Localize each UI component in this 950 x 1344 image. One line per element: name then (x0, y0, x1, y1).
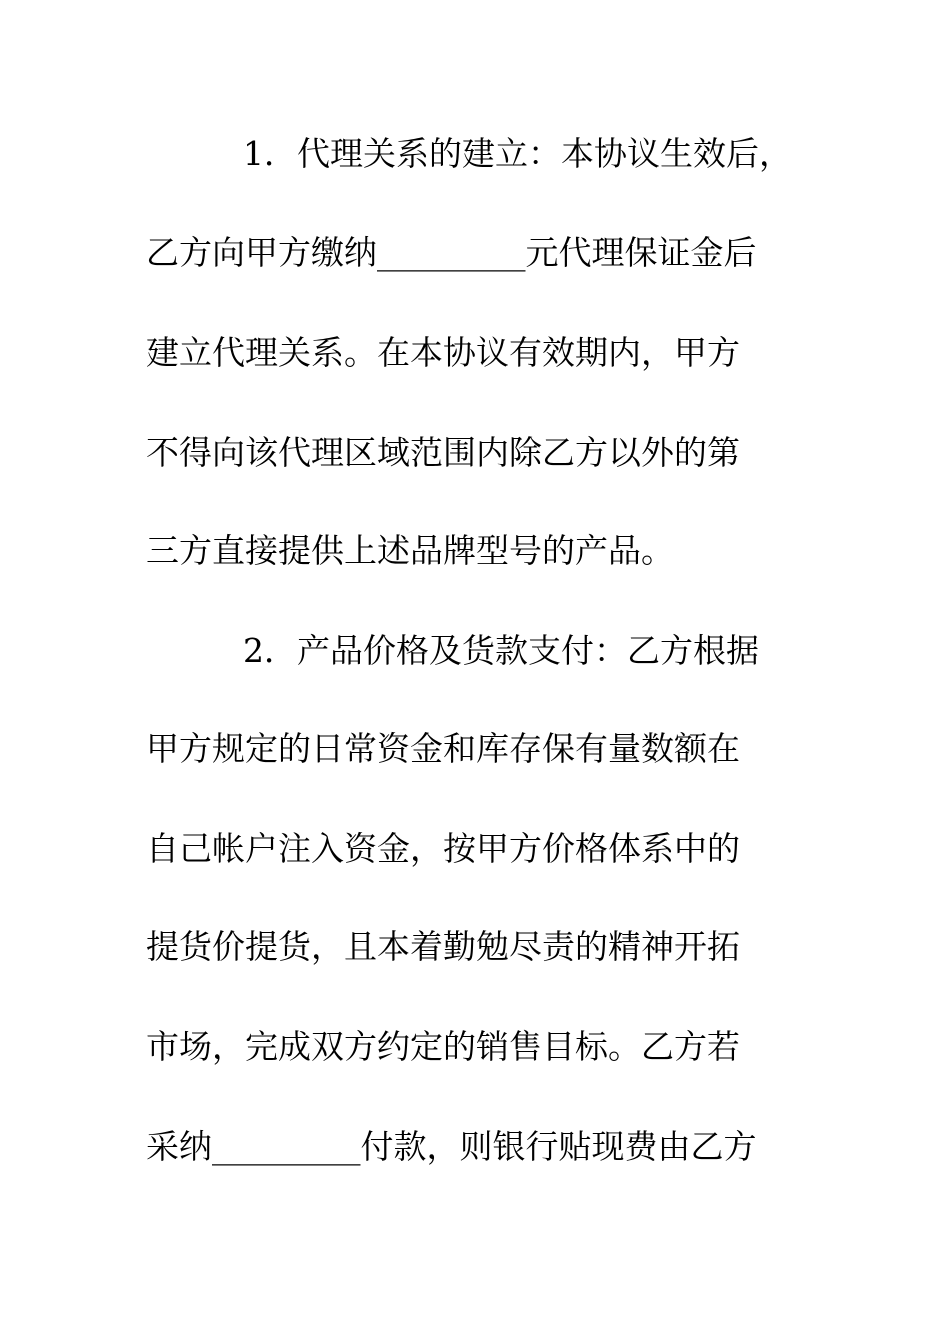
clause-1-line-4: 不得向该代理区域范围内除乙方以外的第 (146, 433, 740, 472)
clause-1-line-2: 乙方向甲方缴纳_________元代理保证金后 (146, 233, 757, 272)
clause-2-line-5: 市场，完成双方约定的销售目标。乙方若 (146, 1027, 740, 1066)
clause-2-line-2: 甲方规定的日常资金和库存保有量数额在 (146, 729, 740, 768)
clause-2-line-4: 提货价提货，且本着勤勉尽责的精神开拓 (146, 927, 740, 966)
clause-1-line-1: 1．代理关系的建立：本协议生效后， (243, 134, 792, 173)
clause-2-line-3: 自己帐户注入资金，按甲方价格体系中的 (146, 829, 740, 868)
clause-1-line-3: 建立代理关系。在本协议有效期内，甲方 (146, 333, 740, 372)
clause-2-line-6: 采纳_________付款，则银行贴现费由乙方 (146, 1127, 757, 1166)
clause-1-line-5: 三方直接提供上述品牌型号的产品。 (146, 531, 674, 570)
clause-2-line-1: 2．产品价格及货款支付：乙方根据 (243, 631, 759, 670)
